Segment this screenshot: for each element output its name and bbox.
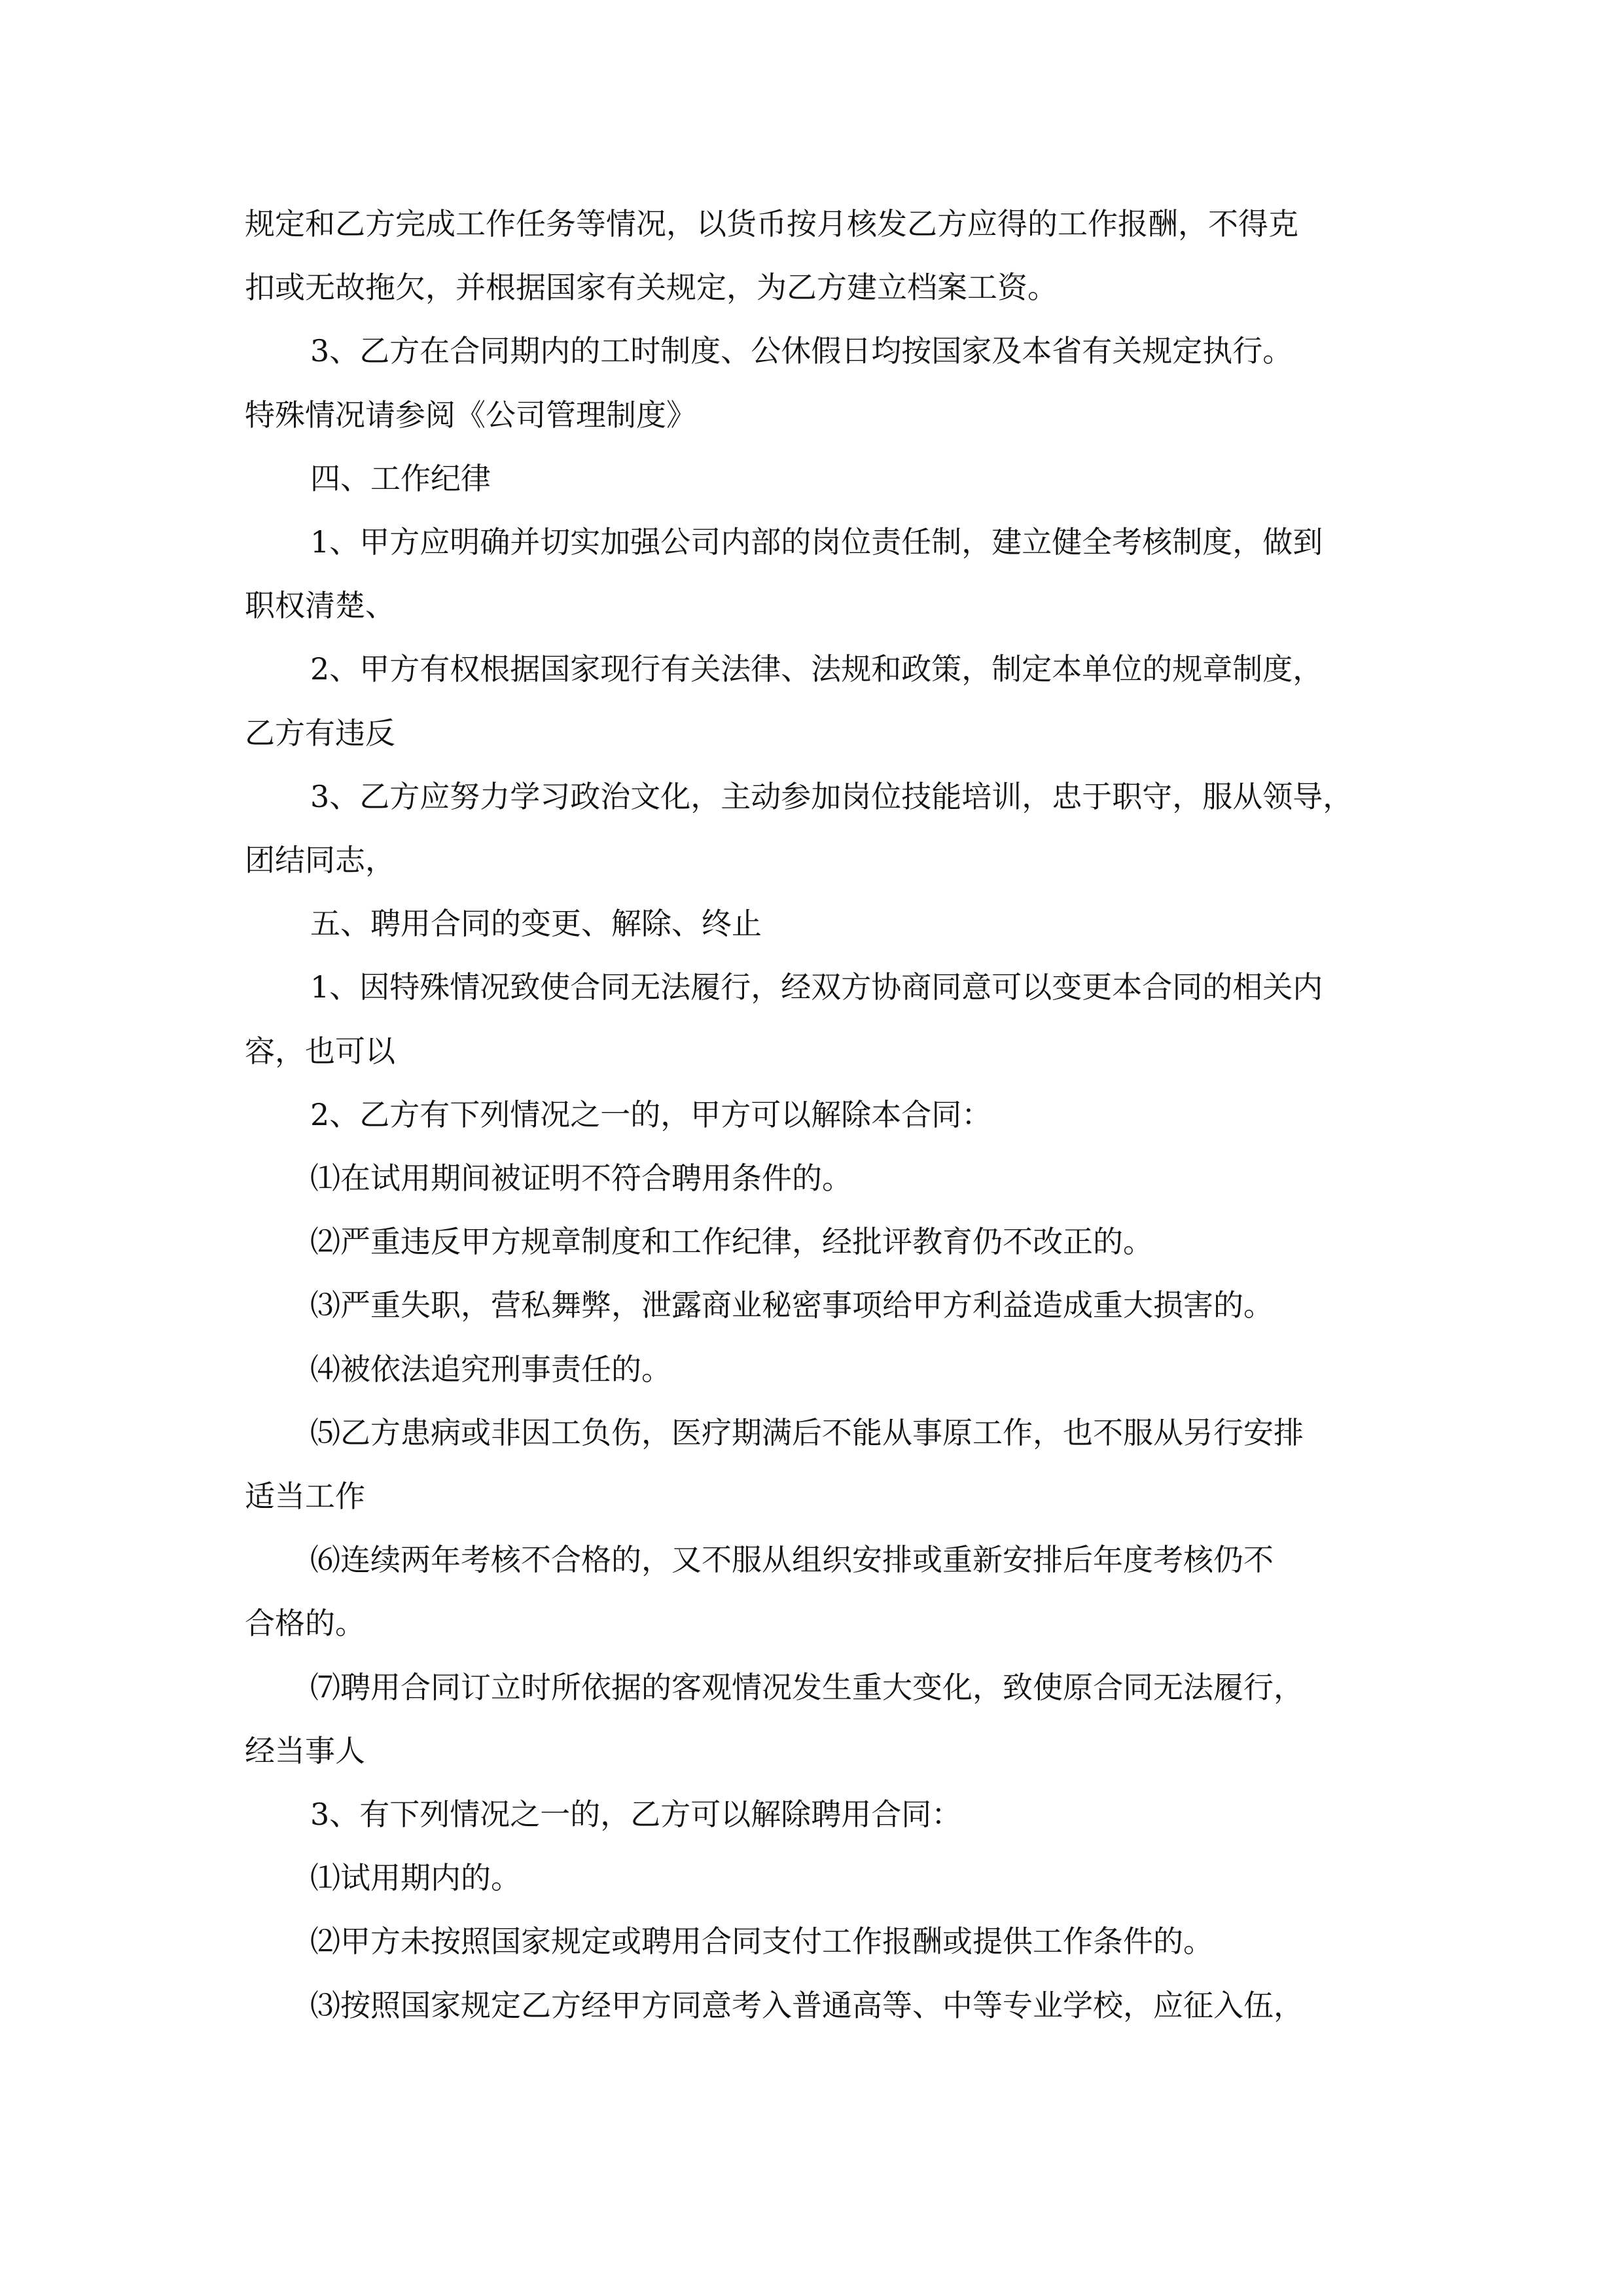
text-line: 适当工作 bbox=[245, 1479, 365, 1514]
list-item: ⑶按照国家规定乙方经甲方同意考入普通高等、中等专业学校，应征入伍， bbox=[310, 1988, 1304, 2023]
text-line: 3、乙方在合同期内的工时制度、公休假日均按国家及本省有关规定执行。 bbox=[310, 333, 1293, 368]
text-line: 特殊情况请参阅《公司管理制度》 bbox=[245, 397, 696, 433]
list-item: ⑴在试用期间被证明不符合聘用条件的。 bbox=[310, 1160, 852, 1196]
text-line: 2、甲方有权根据国家现行有关法律、法规和政策，制定本单位的规章制度， bbox=[310, 651, 1323, 687]
text-line: 容，也可以 bbox=[245, 1033, 395, 1069]
list-item: ⑵严重违反甲方规章制度和工作纪律，经批评教育仍不改正的。 bbox=[310, 1224, 1153, 1259]
list-item: ⑵甲方未按照国家规定或聘用合同支付工作报酬或提供工作条件的。 bbox=[310, 1924, 1213, 1959]
text-line: 规定和乙方完成工作任务等情况，以货币按月核发乙方应得的工作报酬，不得克 bbox=[245, 206, 1298, 242]
text-line: 团结同志， bbox=[245, 842, 395, 878]
list-item: ⑷被依法追究刑事责任的。 bbox=[310, 1352, 671, 1387]
text-line: 合格的。 bbox=[245, 1605, 365, 1641]
text-line: 2、乙方有下列情况之一的，甲方可以解除本合同： bbox=[310, 1097, 992, 1132]
section-heading: 五、聘用合同的变更、解除、终止 bbox=[310, 906, 762, 941]
list-item: ⑸乙方患病或非因工负伤，医疗期满后不能从事原工作，也不服从另行安排 bbox=[310, 1415, 1304, 1450]
text-line: 3、乙方应努力学习政治文化，主动参加岗位技能培训，忠于职守，服从领导， bbox=[310, 779, 1353, 814]
section-heading: 四、工作纪律 bbox=[310, 461, 491, 496]
list-item: ⑺聘用合同订立时所依据的客观情况发生重大变化，致使原合同无法履行， bbox=[310, 1670, 1304, 1705]
list-item: ⑴试用期内的。 bbox=[310, 1860, 521, 1895]
text-line: 1、因特殊情况致使合同无法履行，经双方协商同意可以变更本合同的相关内 bbox=[310, 969, 1323, 1005]
text-line: 职权清楚、 bbox=[245, 588, 395, 623]
text-line: 1、甲方应明确并切实加强公司内部的岗位责任制，建立健全考核制度，做到 bbox=[310, 524, 1323, 560]
list-item: ⑶严重失职，营私舞弊，泄露商业秘密事项给甲方利益造成重大损害的。 bbox=[310, 1287, 1274, 1323]
text-line: 经当事人 bbox=[245, 1733, 365, 1768]
text-line: 乙方有违反 bbox=[245, 715, 395, 751]
text-line: 3、有下列情况之一的，乙方可以解除聘用合同： bbox=[310, 1797, 962, 1832]
list-item: ⑹连续两年考核不合格的，又不服从组织安排或重新安排后年度考核仍不 bbox=[310, 1542, 1274, 1577]
text-line: 扣或无故拖欠，并根据国家有关规定，为乙方建立档案工资。 bbox=[245, 270, 1058, 305]
